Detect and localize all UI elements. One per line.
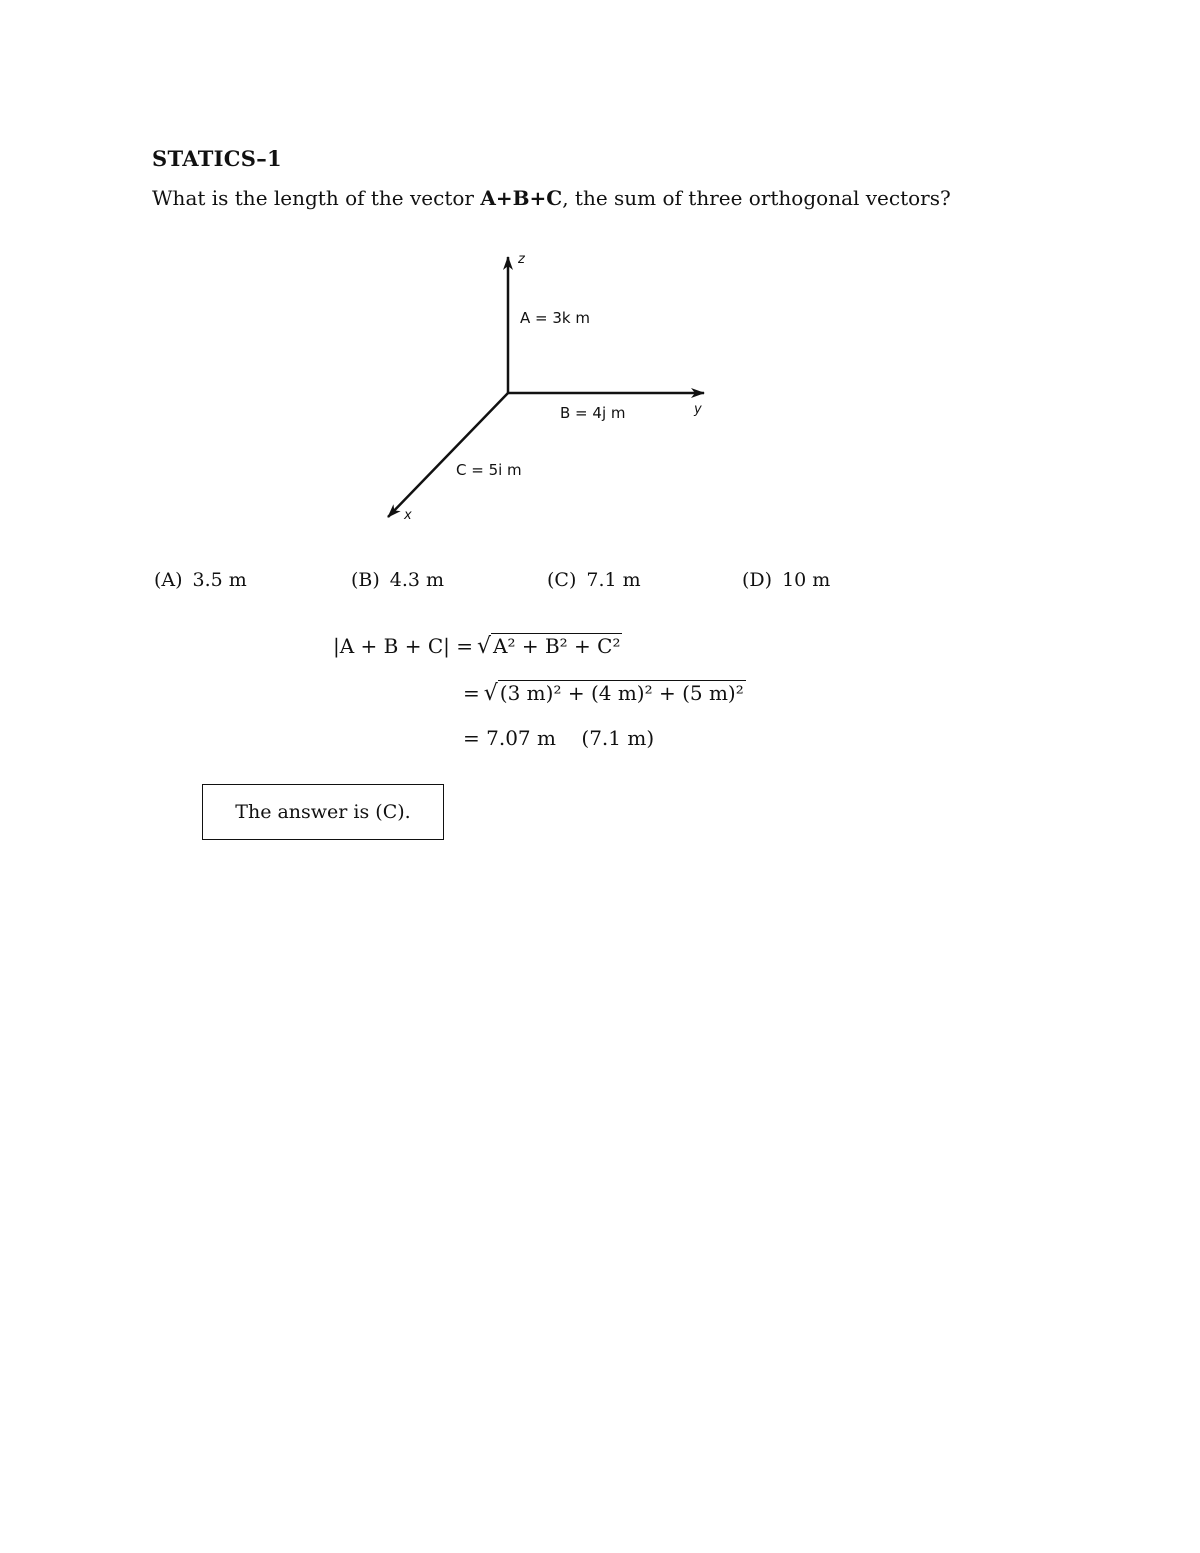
choice-b-value: 4.3 m [389,569,445,591]
solution-line-2 [463,680,746,706]
axis-label-x: x [404,508,412,523]
choice-b [351,569,444,591]
solution-line-1 [333,633,622,659]
solution-radicand-1: A² + B² + C² [493,634,621,658]
answer-box [202,784,444,840]
vector-c-label: C = 5i m [456,461,522,479]
question-text-before: What is the length of the vector [152,186,481,210]
solution-line-3: = 7.07 m (7.1 m) [463,726,655,750]
axis-label-y: y [694,402,702,417]
vector-c-x-axis [388,393,508,517]
question-text-after: , the sum of three orthogonal vectors? [562,186,951,210]
sqrt-symbol-icon: √ [476,634,492,659]
solution-equals: = [463,681,480,705]
choice-a-letter: (A) [154,569,183,591]
choice-a-value: 3.5 m [192,569,247,591]
vector-diagram [370,245,730,535]
question-vector-expression: A+B+C [480,186,563,210]
choice-b-letter: (B) [351,569,380,591]
axis-label-z: z [518,252,525,267]
solution-lhs: |A + B + C| = [333,634,473,658]
choice-d [742,569,830,591]
choice-c-value: 7.1 m [586,569,641,591]
vector-b-label: B = 4j m [560,404,626,422]
sqrt-symbol-icon: √ [483,681,498,706]
choice-c [547,569,641,591]
problem-title: STATICS–1 [152,146,282,171]
vector-a-label: A = 3k m [520,309,590,327]
answer-text: The answer is (C). [235,801,411,823]
choice-c-letter: (C) [547,569,577,591]
choice-d-value: 10 m [782,569,831,591]
choice-d-letter: (D) [742,569,773,591]
question-text [152,186,951,210]
choice-a [154,569,247,591]
solution-radicand-2: (3 m)² + (4 m)² + (5 m)² [499,681,744,705]
